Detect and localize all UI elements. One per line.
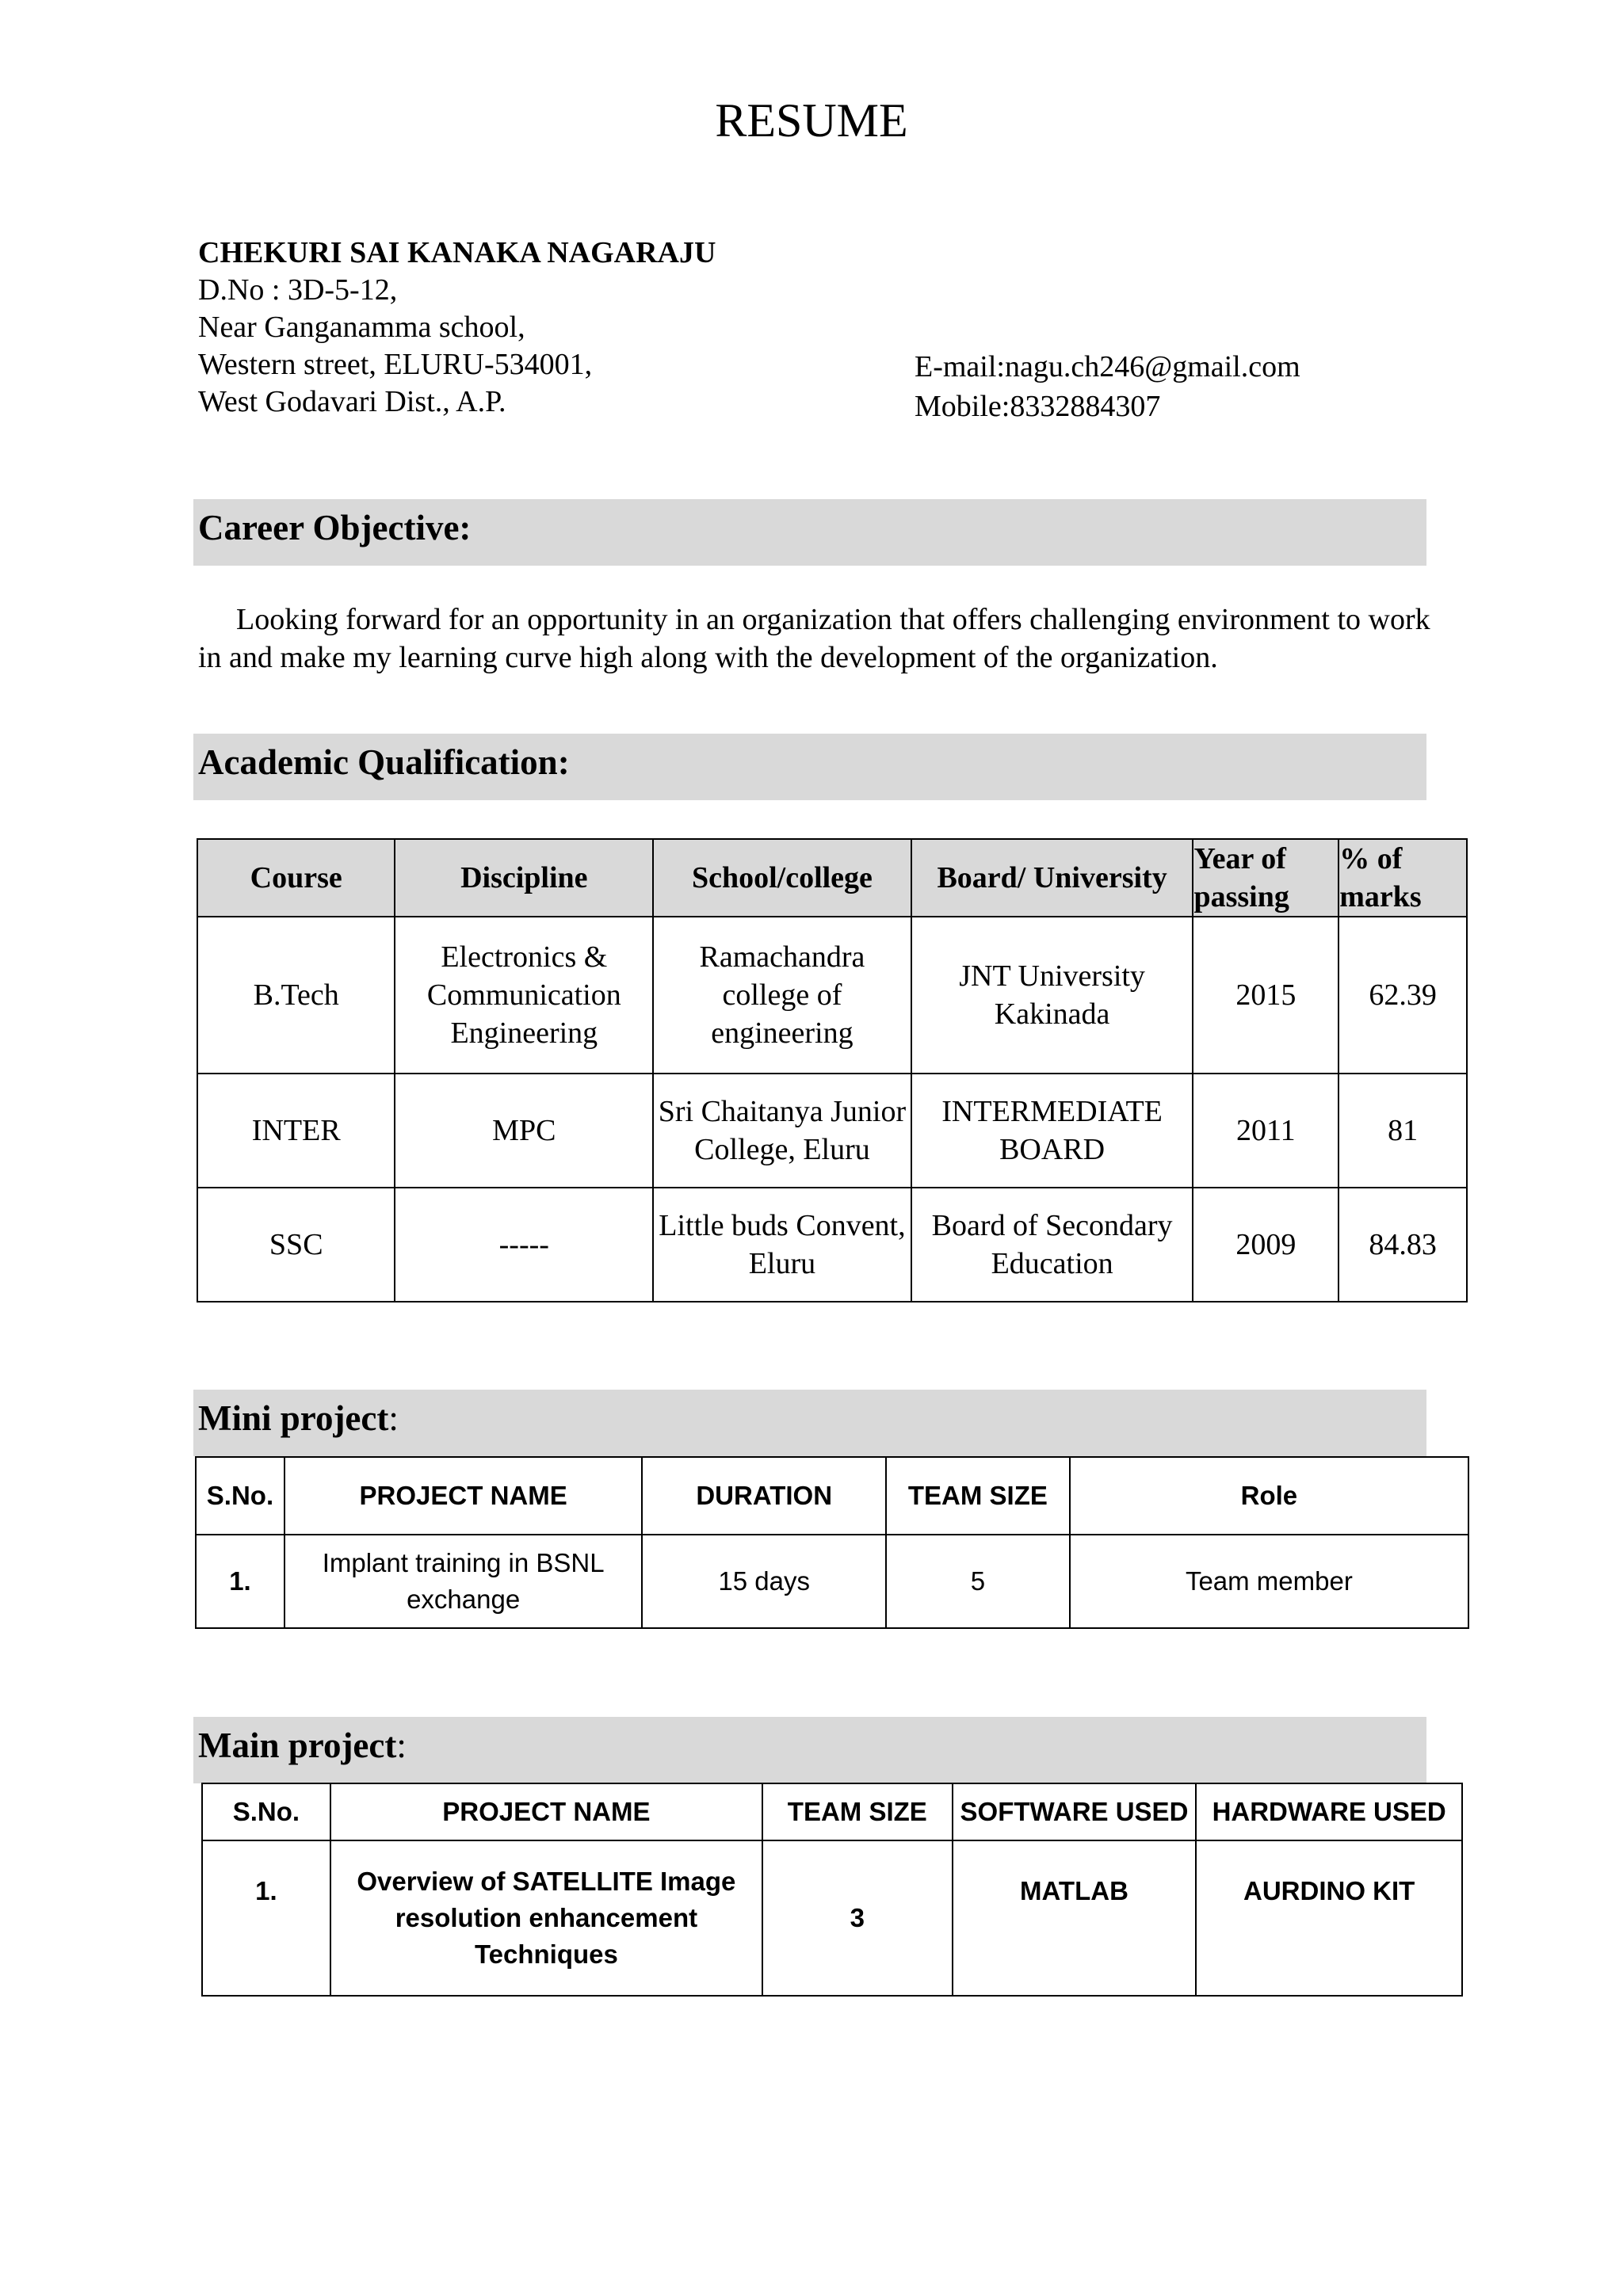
- mini-project-heading: Mini project:: [198, 1398, 399, 1438]
- candidate-name: CHEKURI SAI KANAKA NAGARAJU: [198, 236, 716, 269]
- table-cell: 5: [886, 1535, 1070, 1628]
- academic-qualification-band: [193, 734, 1426, 800]
- table-header: Board/ University: [911, 839, 1193, 917]
- table-cell: 15 days: [642, 1535, 886, 1628]
- table-header: TEAM SIZE: [886, 1457, 1070, 1535]
- table-cell: 3: [762, 1840, 953, 1996]
- address-line: Near Ganganamma school,: [198, 311, 525, 344]
- table-header: PROJECT NAME: [330, 1783, 762, 1840]
- career-objective-band: [193, 499, 1426, 566]
- address-line: West Godavari Dist., A.P.: [198, 385, 506, 418]
- table-cell: MPC: [395, 1074, 653, 1188]
- table-cell: Electronics & Communication Engineering: [395, 917, 653, 1074]
- table-cell: Implant training in BSNL exchange: [285, 1535, 642, 1628]
- table-cell: MATLAB: [953, 1840, 1197, 1996]
- table-header: PROJECT NAME: [285, 1457, 642, 1535]
- table-header-row: [197, 839, 1467, 917]
- table-cell: Little buds Convent, Eluru: [653, 1188, 911, 1302]
- academic-qualification-heading: Academic Qualification:: [198, 742, 570, 782]
- table-row: [196, 1535, 1468, 1628]
- table-cell: 1.: [196, 1535, 285, 1628]
- main-project-title: Main project: [198, 1726, 397, 1765]
- table-cell: AURDINO KIT: [1196, 1840, 1462, 1996]
- mini-project-band: [193, 1390, 1426, 1456]
- page-title: RESUME: [715, 94, 908, 147]
- table-header-row: [202, 1783, 1462, 1840]
- main-project-heading: Main project:: [198, 1726, 407, 1765]
- contact-block: [915, 347, 1300, 426]
- career-objective-text: Looking forward for an opportunity in an organization that offers challenging environment to work in and make my learning curve high along with the development of the organization.: [198, 603, 1430, 674]
- table-cell: -----: [395, 1188, 653, 1302]
- table-cell: Overview of SATELLITE Image resolution enhancement Techniques: [330, 1840, 762, 1996]
- table-cell: Board of Secondary Education: [911, 1188, 1193, 1302]
- table-header: Discipline: [395, 839, 653, 917]
- table-header: DURATION: [642, 1457, 886, 1535]
- table-cell: SSC: [197, 1188, 395, 1302]
- academic-table: [197, 838, 1468, 1302]
- table-header: % of marks: [1338, 839, 1467, 917]
- table-cell: INTER: [197, 1074, 395, 1188]
- table-cell: Sri Chaitanya Junior College, Eluru: [653, 1074, 911, 1188]
- career-objective-heading: Career Objective:: [198, 508, 472, 547]
- table-row: [197, 917, 1467, 1074]
- table-cell: JNT University Kakinada: [911, 917, 1193, 1074]
- table-header: Year of passing: [1193, 839, 1338, 917]
- table-header: TEAM SIZE: [762, 1783, 953, 1840]
- main-project-table: [201, 1783, 1463, 1997]
- table-cell: Team member: [1070, 1535, 1468, 1628]
- table-cell: 2015: [1193, 917, 1338, 1074]
- table-header: SOFTWARE USED: [953, 1783, 1197, 1840]
- table-row: [197, 1074, 1467, 1188]
- table-header: Role: [1070, 1457, 1468, 1535]
- table-header: School/college: [653, 839, 911, 917]
- table-row: [197, 1188, 1467, 1302]
- table-cell: 62.39: [1338, 917, 1467, 1074]
- address-block: [198, 235, 716, 421]
- table-header: S.No.: [202, 1783, 330, 1840]
- table-cell: INTERMEDIATE BOARD: [911, 1074, 1193, 1188]
- table-cell: 81: [1338, 1074, 1467, 1188]
- address-line: D.No : 3D-5-12,: [198, 273, 398, 307]
- table-cell: 2011: [1193, 1074, 1338, 1188]
- email-text: E-mail:nagu.ch246@gmail.com: [915, 350, 1300, 383]
- table-cell: Ramachandra college of engineering: [653, 917, 911, 1074]
- table-header: S.No.: [196, 1457, 285, 1535]
- mini-project-title: Mini project: [198, 1398, 389, 1438]
- table-cell: 84.83: [1338, 1188, 1467, 1302]
- table-cell: B.Tech: [197, 917, 395, 1074]
- main-project-band: [193, 1717, 1426, 1783]
- table-header: HARDWARE USED: [1196, 1783, 1462, 1840]
- mobile-text: Mobile:8332884307: [915, 390, 1161, 423]
- mini-project-table: [195, 1456, 1469, 1629]
- table-header: Course: [197, 839, 395, 917]
- table-header-row: [196, 1457, 1468, 1535]
- table-cell: 2009: [1193, 1188, 1338, 1302]
- table-cell: 1.: [202, 1840, 330, 1996]
- table-row: [202, 1840, 1462, 1996]
- address-line: Western street, ELURU-534001,: [198, 348, 593, 381]
